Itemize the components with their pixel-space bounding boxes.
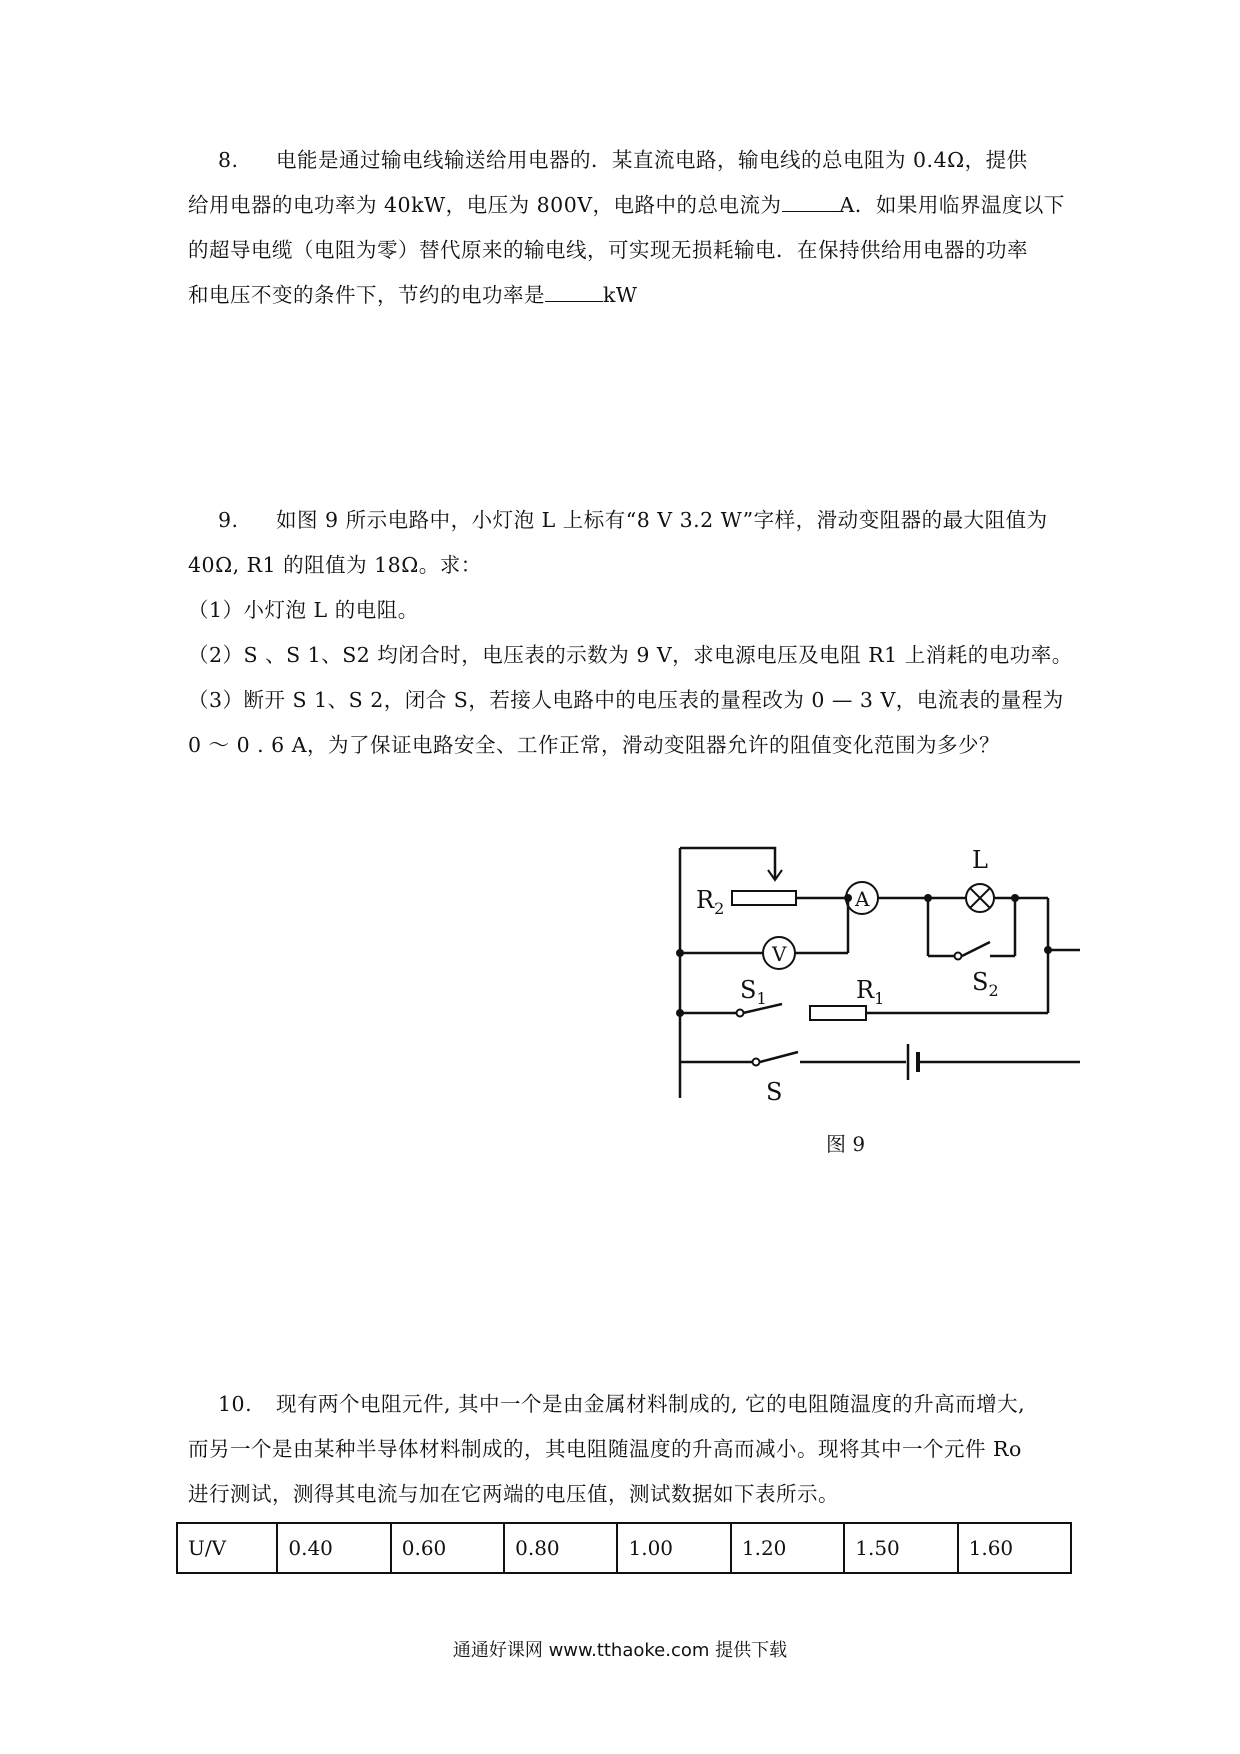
question-9-sub-2: （2）S 、S 1、S2 均闭合时，电压表的示数为 9 V，求电源电压及电阻 R1 上消耗的电功率。 <box>188 643 1073 667</box>
question-10-number: 10. <box>218 1392 253 1416</box>
question-9 <box>188 498 1073 768</box>
switch-s2-blade <box>962 942 990 956</box>
table-cell: 0.60 <box>391 1523 504 1573</box>
question-8-line-2a: 给用电器的电功率为 40kW，电压为 800V，电路中的总电流为 <box>188 193 782 217</box>
question-8-line-4a: 和电压不变的条件下，节约的电功率是 <box>188 283 545 307</box>
answer-blank-current[interactable] <box>782 193 840 212</box>
question-8-number: 8. <box>218 148 239 172</box>
table-header-cell: U/V <box>177 1523 277 1573</box>
label-lamp: L <box>972 846 988 874</box>
table-row <box>177 1523 1071 1573</box>
label-ammeter: A <box>855 887 870 911</box>
question-10-line-3: 进行测试，测得其电流与加在它两端的电压值，测试数据如下表所示。 <box>188 1482 839 1506</box>
question-8-line-2b: A．如果用临界温度以下 <box>839 193 1065 217</box>
question-9-sub-3-line-1: （3）断开 S 1、S 2，闭合 S，若接人电路中的电压表的量程改为 0 — 3 V，电流表的量程为 <box>188 688 1064 712</box>
label-s2: $S_2$ <box>972 968 999 1000</box>
question-9-sub-1: （1）小灯泡 L 的电阻。 <box>188 598 419 622</box>
resistor-r1 <box>810 1006 866 1020</box>
figure-caption: 图 9 <box>826 1132 866 1156</box>
table-cell: 1.00 <box>617 1523 730 1573</box>
table-cell: 1.50 <box>844 1523 957 1573</box>
switch-s-blade <box>760 1052 798 1062</box>
table-cell: 1.60 <box>958 1523 1071 1573</box>
label-r2: $R_2$ <box>696 886 725 918</box>
table-cell: 0.80 <box>504 1523 617 1573</box>
label-voltmeter: V <box>772 942 787 966</box>
question-10-line-2: 而另一个是由某种半导体材料制成的，其电阻随温度的升高而减小。现将其中一个元件 Ro <box>188 1437 1022 1461</box>
question-9-sub-3-line-2: 0 ～ 0 . 6 A，为了保证电路安全、工作正常，滑动变阻器允许的阻值变化范围为多少？ <box>188 733 1001 757</box>
question-8-line-4b: kW <box>603 283 638 307</box>
question-9-line-2: 40Ω, R1 的阻值为 18Ω。求： <box>188 553 482 577</box>
circuit-diagram <box>660 838 1080 1118</box>
measurement-table <box>176 1522 1072 1574</box>
question-9-line-1: 如图 9 所示电路中，小灯泡 L 上标有“8 V 3.2 W”字样，滑动变阻器的最大阻值为 <box>276 508 1048 532</box>
question-8-line-3: 的超导电缆（电阻为零）替代原来的输电线，可实现无损耗输电．在保持供给用电器的功率 <box>188 238 1028 262</box>
table-cell: 1.20 <box>731 1523 844 1573</box>
table-cell: 0.40 <box>277 1523 390 1573</box>
question-10 <box>188 1382 1068 1517</box>
question-9-number: 9. <box>218 508 239 532</box>
label-r1: $R_1$ <box>856 976 885 1008</box>
question-8-line-1: 电能是通过输电线输送给用电器的．某直流电路，输电线的总电阻为 0.4Ω，提供 <box>276 148 1028 172</box>
question-8 <box>188 138 1068 318</box>
page-footer: 通通好课网 www.tthaoke.com 提供下载 <box>452 1640 788 1661</box>
label-s1: $S_1$ <box>740 976 767 1008</box>
rheostat-r2 <box>732 891 796 905</box>
label-s: S <box>766 1078 783 1106</box>
answer-blank-power[interactable] <box>545 283 603 302</box>
rheostat-slider-wire <box>680 848 775 878</box>
question-10-line-1: 现有两个电阻元件, 其中一个是由金属材料制成的, 它的电阻随温度的升高而增大, <box>276 1392 1026 1416</box>
